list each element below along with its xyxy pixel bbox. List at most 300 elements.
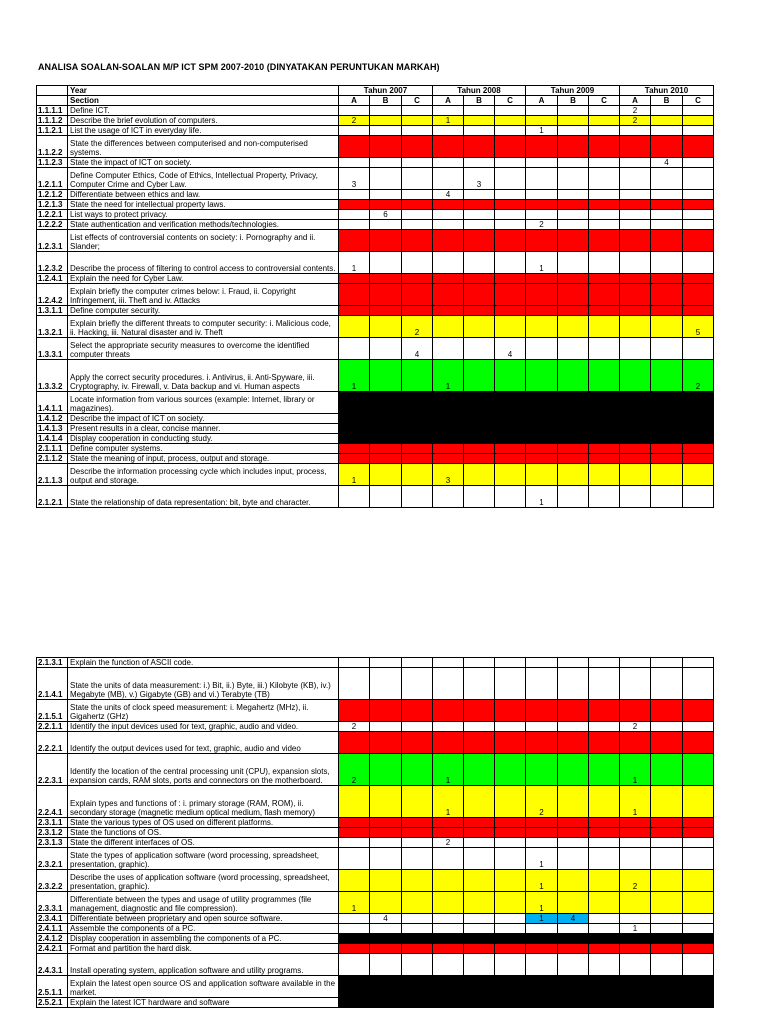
mark-cell xyxy=(651,434,683,444)
mark-cell xyxy=(495,444,526,454)
mark-cell xyxy=(683,998,714,1008)
mark-cell xyxy=(402,106,433,116)
row-section-text: Describe the uses of application software (word processing, spreadsheet, presentation, graphic). xyxy=(68,870,339,892)
mark-cell: 2 xyxy=(526,786,558,818)
mark-cell xyxy=(402,828,433,838)
mark-cell xyxy=(620,126,651,136)
mark-cell xyxy=(495,848,526,870)
mark-cell: 1 xyxy=(620,754,651,786)
mark-cell xyxy=(558,106,589,116)
mark-cell xyxy=(683,220,714,230)
mark-cell xyxy=(433,444,464,454)
row-code: 1.1.1.2 xyxy=(37,116,68,126)
mark-cell xyxy=(495,168,526,190)
mark-cell xyxy=(651,754,683,786)
mark-cell xyxy=(402,252,433,274)
mark-cell xyxy=(651,818,683,828)
mark-cell xyxy=(339,732,370,754)
mark-cell xyxy=(402,732,433,754)
row-section-text: Assemble the components of a PC. xyxy=(68,924,339,934)
mark-cell xyxy=(402,210,433,220)
mark-cell: 2 xyxy=(620,870,651,892)
table-row xyxy=(37,848,714,870)
mark-cell xyxy=(620,200,651,210)
mark-cell xyxy=(495,392,526,414)
mark-cell xyxy=(402,284,433,306)
mark-cell xyxy=(495,934,526,944)
mark-cell xyxy=(433,454,464,464)
mark-cell xyxy=(620,274,651,284)
mark-cell xyxy=(464,870,495,892)
mark-cell xyxy=(526,424,558,434)
table-row xyxy=(37,392,714,414)
mark-cell xyxy=(433,700,464,722)
mark-cell xyxy=(558,668,589,700)
mark-cell xyxy=(651,914,683,924)
header-sub-column: B xyxy=(464,96,495,106)
mark-cell xyxy=(495,306,526,316)
row-section-text: Display cooperation in assembling the components of a PC. xyxy=(68,934,339,944)
row-code: 2.1.3.1 xyxy=(37,658,68,668)
mark-cell xyxy=(402,220,433,230)
mark-cell: 4 xyxy=(651,158,683,168)
mark-cell xyxy=(370,838,402,848)
mark-cell xyxy=(589,668,620,700)
row-section-text: State the types of application software (word processing, spreadsheet, presentation, graphic). xyxy=(68,848,339,870)
row-section-text: Explain briefly the different threats to computer security: i. Malicious code, ii. Hacking, iii. Natural disaster and iv. Theft xyxy=(68,316,339,338)
mark-cell xyxy=(339,914,370,924)
header-sub-column: C xyxy=(402,96,433,106)
mark-cell xyxy=(402,434,433,444)
mark-cell xyxy=(495,106,526,116)
mark-cell xyxy=(620,658,651,668)
mark-cell xyxy=(683,126,714,136)
mark-cell xyxy=(526,976,558,998)
row-code: 2.3.4.1 xyxy=(37,914,68,924)
mark-cell xyxy=(651,190,683,200)
mark-cell xyxy=(370,360,402,392)
mark-cell xyxy=(651,424,683,434)
row-code: 2.3.1.3 xyxy=(37,838,68,848)
mark-cell xyxy=(651,732,683,754)
mark-cell xyxy=(651,486,683,508)
mark-cell xyxy=(683,944,714,954)
row-code: 1.4.1.2 xyxy=(37,414,68,424)
mark-cell xyxy=(683,136,714,158)
mark-cell xyxy=(495,434,526,444)
table-row xyxy=(37,892,714,914)
row-section-text: Explain the function of ASCII code. xyxy=(68,658,339,668)
mark-cell xyxy=(651,136,683,158)
mark-cell xyxy=(464,998,495,1008)
mark-cell xyxy=(339,210,370,220)
mark-cell xyxy=(464,954,495,976)
mark-cell xyxy=(339,230,370,252)
mark-cell xyxy=(683,838,714,848)
mark-cell xyxy=(683,848,714,870)
mark-cell xyxy=(683,732,714,754)
mark-cell xyxy=(464,200,495,210)
mark-cell xyxy=(651,838,683,848)
mark-cell xyxy=(651,360,683,392)
row-code: 1.4.1.3 xyxy=(37,424,68,434)
mark-cell xyxy=(370,848,402,870)
mark-cell xyxy=(433,944,464,954)
mark-cell xyxy=(683,444,714,454)
mark-cell xyxy=(402,486,433,508)
mark-cell xyxy=(433,284,464,306)
mark-cell xyxy=(651,786,683,818)
mark-cell xyxy=(370,136,402,158)
mark-cell xyxy=(589,892,620,914)
row-code: 2.2.2.1 xyxy=(37,732,68,754)
mark-cell xyxy=(464,700,495,722)
mark-cell xyxy=(589,848,620,870)
mark-cell xyxy=(620,998,651,1008)
mark-cell xyxy=(370,732,402,754)
mark-cell xyxy=(464,828,495,838)
mark-cell xyxy=(402,360,433,392)
mark-cell: 1 xyxy=(339,464,370,486)
mark-cell xyxy=(558,818,589,828)
mark-cell xyxy=(370,306,402,316)
mark-cell xyxy=(526,284,558,306)
row-section-text: Define computer systems. xyxy=(68,444,339,454)
mark-cell xyxy=(339,274,370,284)
mark-cell xyxy=(558,976,589,998)
mark-cell xyxy=(683,870,714,892)
mark-cell xyxy=(464,126,495,136)
row-code: 2.3.3.1 xyxy=(37,892,68,914)
mark-cell xyxy=(339,190,370,200)
mark-cell: 2 xyxy=(683,360,714,392)
table-row xyxy=(37,732,714,754)
mark-cell xyxy=(433,392,464,414)
mark-cell xyxy=(683,454,714,464)
row-code: 1.2.2.1 xyxy=(37,210,68,220)
mark-cell xyxy=(683,306,714,316)
mark-cell xyxy=(620,414,651,424)
mark-cell xyxy=(339,818,370,828)
mark-cell xyxy=(526,954,558,976)
mark-cell: 1 xyxy=(526,126,558,136)
mark-cell xyxy=(589,722,620,732)
mark-cell xyxy=(370,658,402,668)
mark-cell xyxy=(558,700,589,722)
mark-cell xyxy=(651,392,683,414)
row-section-text: State the functions of OS. xyxy=(68,828,339,838)
mark-cell: 1 xyxy=(526,870,558,892)
mark-cell xyxy=(495,230,526,252)
mark-cell xyxy=(620,306,651,316)
mark-cell xyxy=(339,870,370,892)
mark-cell xyxy=(526,454,558,464)
row-code: 2.4.3.1 xyxy=(37,954,68,976)
mark-cell xyxy=(651,870,683,892)
mark-cell xyxy=(370,168,402,190)
mark-cell xyxy=(558,444,589,454)
mark-cell xyxy=(339,848,370,870)
mark-cell xyxy=(558,924,589,934)
mark-cell xyxy=(620,976,651,998)
mark-cell xyxy=(558,210,589,220)
table-row xyxy=(37,700,714,722)
mark-cell xyxy=(683,914,714,924)
mark-cell xyxy=(558,306,589,316)
table-row xyxy=(37,486,714,508)
mark-cell xyxy=(433,200,464,210)
mark-cell xyxy=(339,838,370,848)
mark-cell xyxy=(620,944,651,954)
row-section-text: Present results in a clear, concise manner. xyxy=(68,424,339,434)
mark-cell xyxy=(620,486,651,508)
row-code: 2.1.2.1 xyxy=(37,486,68,508)
mark-cell xyxy=(683,210,714,220)
table-row xyxy=(37,414,714,424)
mark-cell xyxy=(433,168,464,190)
mark-cell xyxy=(651,338,683,360)
mark-cell: 2 xyxy=(620,106,651,116)
mark-cell xyxy=(464,976,495,998)
row-section-text: List ways to protect privacy. xyxy=(68,210,339,220)
header-year-group: Tahun 2010 xyxy=(620,86,714,96)
mark-cell xyxy=(683,486,714,508)
row-section-text: State the various types of OS used on different platforms. xyxy=(68,818,339,828)
mark-cell xyxy=(651,954,683,976)
mark-cell xyxy=(495,700,526,722)
mark-cell xyxy=(651,668,683,700)
row-section-text: State the differences between computerised and non-computerised systems. xyxy=(68,136,339,158)
mark-cell xyxy=(495,274,526,284)
mark-cell xyxy=(620,700,651,722)
mark-cell xyxy=(402,136,433,158)
mark-cell: 1 xyxy=(339,252,370,274)
mark-cell xyxy=(526,732,558,754)
row-code: 2.1.1.2 xyxy=(37,454,68,464)
mark-cell xyxy=(589,754,620,786)
mark-cell xyxy=(433,316,464,338)
mark-cell xyxy=(495,838,526,848)
mark-cell xyxy=(558,136,589,158)
mark-cell xyxy=(620,424,651,434)
row-section-text: Locate information from various sources (example: Internet, library or magazines). xyxy=(68,392,339,414)
mark-cell xyxy=(620,360,651,392)
mark-cell xyxy=(464,818,495,828)
mark-cell xyxy=(495,210,526,220)
mark-cell xyxy=(370,338,402,360)
mark-cell: 6 xyxy=(370,210,402,220)
mark-cell xyxy=(464,914,495,924)
row-code: 1.4.1.1 xyxy=(37,392,68,414)
mark-cell xyxy=(495,414,526,424)
row-code: 1.1.2.1 xyxy=(37,126,68,136)
mark-cell xyxy=(651,200,683,210)
mark-cell xyxy=(495,954,526,976)
mark-cell: 1 xyxy=(526,486,558,508)
table-row xyxy=(37,454,714,464)
mark-cell: 1 xyxy=(433,360,464,392)
row-code: 2.4.1.2 xyxy=(37,934,68,944)
mark-cell: 4 xyxy=(433,190,464,200)
mark-cell xyxy=(495,828,526,838)
mark-cell xyxy=(464,316,495,338)
mark-cell xyxy=(339,414,370,424)
mark-cell xyxy=(433,924,464,934)
mark-cell xyxy=(339,158,370,168)
mark-cell xyxy=(339,444,370,454)
mark-cell xyxy=(589,106,620,116)
mark-cell xyxy=(683,116,714,126)
mark-cell xyxy=(370,316,402,338)
row-code: 2.3.2.2 xyxy=(37,870,68,892)
row-section-text: Differentiate between the types and usage of utility programmes (file management, diagnostic and file compression). xyxy=(68,892,339,914)
mark-cell xyxy=(464,934,495,944)
mark-cell xyxy=(402,848,433,870)
mark-cell xyxy=(339,924,370,934)
mark-cell xyxy=(620,668,651,700)
mark-cell xyxy=(620,210,651,220)
mark-cell: 1 xyxy=(526,914,558,924)
row-code: 2.4.2.1 xyxy=(37,944,68,954)
mark-cell xyxy=(402,754,433,786)
row-section-text: Install operating system, application software and utility programs. xyxy=(68,954,339,976)
row-section-text: State the units of clock speed measurement: i. Megahertz (MHz), ii. Gigahertz (GHz) xyxy=(68,700,339,722)
table-row xyxy=(37,954,714,976)
mark-cell xyxy=(589,168,620,190)
row-section-text: Explain the need for Cyber Law. xyxy=(68,274,339,284)
mark-cell xyxy=(464,434,495,444)
mark-cell xyxy=(620,230,651,252)
mark-cell xyxy=(683,722,714,732)
mark-cell xyxy=(339,306,370,316)
mark-cell xyxy=(526,944,558,954)
table-row xyxy=(37,658,714,668)
mark-cell xyxy=(370,924,402,934)
header-section-label: Section xyxy=(68,96,339,106)
row-code: 2.1.5.1 xyxy=(37,700,68,722)
mark-cell xyxy=(370,944,402,954)
mark-cell xyxy=(464,284,495,306)
mark-cell xyxy=(683,954,714,976)
mark-cell xyxy=(558,190,589,200)
mark-cell xyxy=(464,454,495,464)
mark-cell xyxy=(526,158,558,168)
mark-cell xyxy=(526,838,558,848)
mark-cell xyxy=(683,934,714,944)
mark-cell xyxy=(589,220,620,230)
mark-cell: 1 xyxy=(433,116,464,126)
row-section-text: State the units of data measurement: i.) Bit, ii.) Byte, iii.) Kilobyte (KB), iv.) Megabyte (MB), v.) Gigabyte (GB) and vi.) Terabyte (TB) xyxy=(68,668,339,700)
mark-cell xyxy=(526,360,558,392)
mark-cell xyxy=(526,998,558,1008)
mark-cell xyxy=(620,818,651,828)
mark-cell xyxy=(651,220,683,230)
mark-cell xyxy=(589,392,620,414)
mark-cell xyxy=(370,668,402,700)
row-code: 2.3.1.1 xyxy=(37,818,68,828)
header-year-group: Tahun 2009 xyxy=(526,86,620,96)
mark-cell xyxy=(495,200,526,210)
mark-cell xyxy=(339,136,370,158)
mark-cell xyxy=(370,454,402,464)
row-section-text: State the relationship of data representation: bit, byte and character. xyxy=(68,486,339,508)
mark-cell xyxy=(464,486,495,508)
mark-cell xyxy=(558,360,589,392)
row-code: 1.2.2.2 xyxy=(37,220,68,230)
table-row xyxy=(37,220,714,230)
mark-cell xyxy=(495,786,526,818)
mark-cell xyxy=(589,158,620,168)
table-row xyxy=(37,274,714,284)
mark-cell xyxy=(402,464,433,486)
header-sub-column: B xyxy=(370,96,402,106)
mark-cell xyxy=(402,392,433,414)
mark-cell xyxy=(464,190,495,200)
table-row xyxy=(37,136,714,158)
row-section-text: Apply the correct security procedures. i. Antivirus, ii. Anti-Spyware, iii. Cryptography, iv. Firewall, v. Data backup and vi. Human aspects xyxy=(68,360,339,392)
mark-cell xyxy=(495,252,526,274)
row-code: 1.2.3.2 xyxy=(37,252,68,274)
mark-cell xyxy=(433,934,464,944)
mark-cell xyxy=(495,658,526,668)
row-section-text: Define ICT. xyxy=(68,106,339,116)
mark-cell xyxy=(683,168,714,190)
mark-cell xyxy=(495,870,526,892)
header-year-group: Tahun 2007 xyxy=(339,86,433,96)
table-row xyxy=(37,338,714,360)
mark-cell xyxy=(526,274,558,284)
header-sub-column: B xyxy=(558,96,589,106)
mark-cell xyxy=(402,870,433,892)
mark-cell xyxy=(433,136,464,158)
mark-cell xyxy=(589,338,620,360)
mark-cell xyxy=(370,424,402,434)
row-code: 1.2.3.1 xyxy=(37,230,68,252)
mark-cell xyxy=(402,976,433,998)
row-section-text: Describe the brief evolution of computers. xyxy=(68,116,339,126)
mark-cell: 4 xyxy=(402,338,433,360)
mark-cell xyxy=(464,306,495,316)
mark-cell: 2 xyxy=(433,838,464,848)
mark-cell xyxy=(339,786,370,818)
header-year-row xyxy=(37,86,714,96)
row-code: 1.2.4.2 xyxy=(37,284,68,306)
mark-cell xyxy=(589,700,620,722)
mark-cell xyxy=(495,158,526,168)
row-section-text: State the meaning of input, process, output and storage. xyxy=(68,454,339,464)
row-section-text: Display cooperation in conducting study. xyxy=(68,434,339,444)
mark-cell xyxy=(370,126,402,136)
table-row xyxy=(37,998,714,1008)
row-code: 2.2.3.1 xyxy=(37,754,68,786)
mark-cell xyxy=(339,200,370,210)
mark-cell xyxy=(620,828,651,838)
mark-cell xyxy=(558,116,589,126)
mark-cell xyxy=(339,338,370,360)
mark-cell xyxy=(526,414,558,424)
table-row xyxy=(37,284,714,306)
mark-cell xyxy=(433,828,464,838)
mark-cell xyxy=(495,914,526,924)
mark-cell xyxy=(370,464,402,486)
row-section-text: Describe the impact of ICT on society. xyxy=(68,414,339,424)
analysis-table-part-2 xyxy=(36,657,714,1008)
mark-cell xyxy=(433,158,464,168)
mark-cell xyxy=(402,924,433,934)
table-row xyxy=(37,786,714,818)
mark-cell xyxy=(589,454,620,464)
mark-cell: 2 xyxy=(620,722,651,732)
